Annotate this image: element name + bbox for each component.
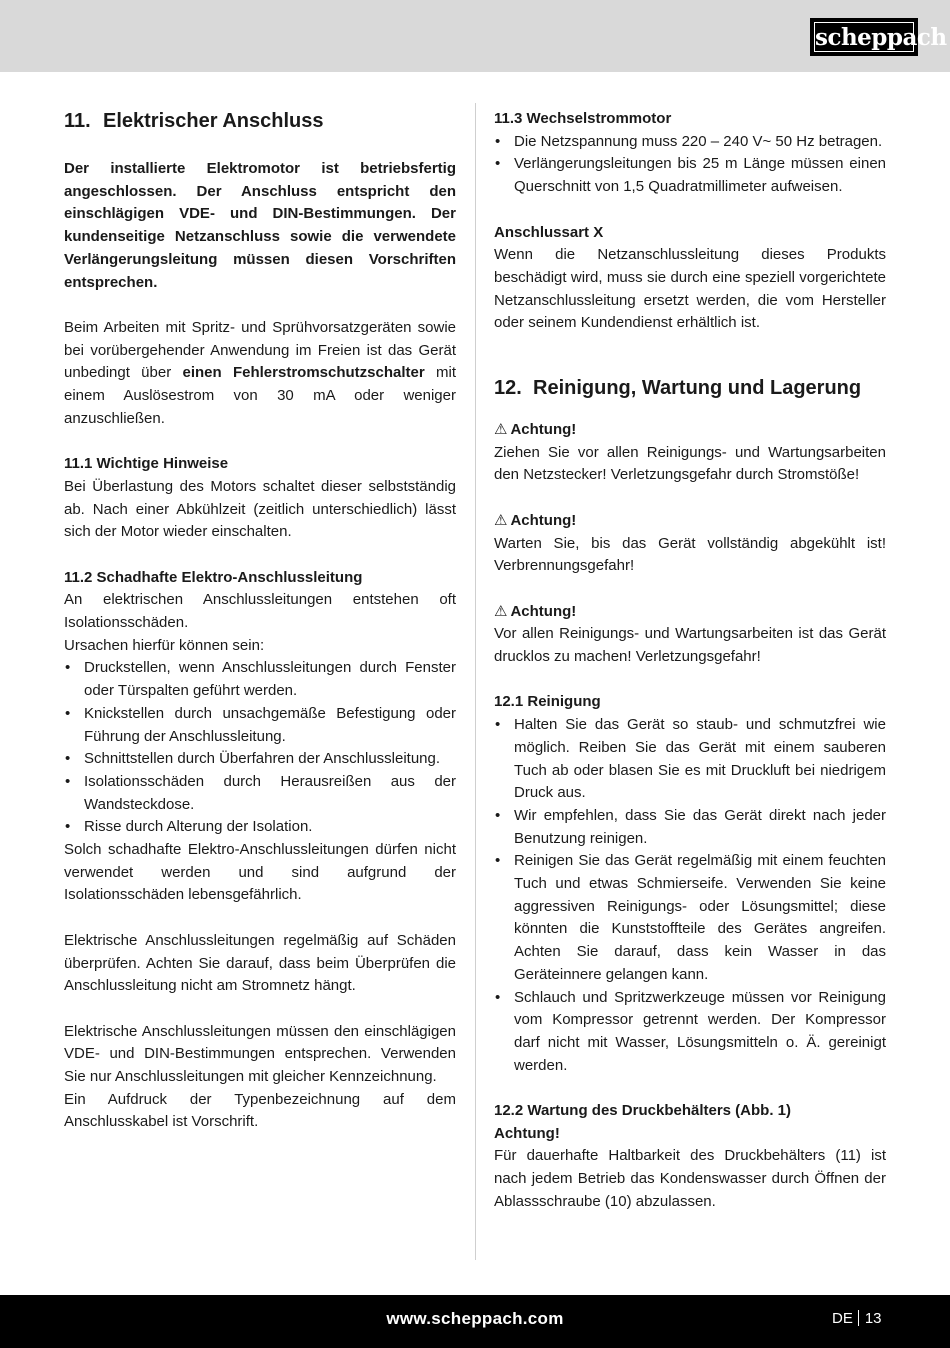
warning-triangle-icon: ⚠: [494, 421, 508, 439]
subsection-11-3-title: 11.3 Wechselstrommotor: [494, 110, 672, 127]
warning-1-text: Ziehen Sie vor allen Reinigungs- und Wartungsarbeiten den Netzstecker! Verletzungsgefahr durch Stromstöße!: [494, 443, 886, 484]
list-item: • Wir empfehlen, dass Sie das Gerät direkt nach jeder Benutzung reinigen.: [494, 805, 886, 850]
intro-paragraph: Der installierte Elektromotor ist betriebsfertig angeschlossen. Der Anschluss entspricht den einschlägigen VDE- und DIN-Bestimmungen. Der kundenseitige Netzanschluss sowie die verwendete Verlängerungsleitung müssen diesen Vorschriften entsprechen.: [64, 160, 456, 291]
right-column: [494, 108, 886, 1214]
list-item: • Schlauch und Spritzwerkzeuge müssen vor Reinigung vom Kompressor getrennt werden. Der Kompressor darf nicht mit Wasser, Lösungsmitteln o. Ä. gereinigt werden.: [494, 987, 886, 1078]
list-item: • Die Netzspannung muss 220 – 240 V~ 50 Hz betragen.: [494, 131, 886, 154]
separator: [858, 1310, 859, 1326]
list-item: • Risse durch Alterung der Isolation.: [64, 816, 456, 839]
damage-causes-list: [64, 657, 456, 839]
brand-logo-text: scheppach: [815, 24, 947, 51]
subsection-11-2-text1: An elektrischen Anschlussleitungen entstehen oft Isolationsschäden.: [64, 591, 456, 632]
list-item: • Isolationsschäden durch Herausreißen aus der Wandsteckdose.: [64, 771, 456, 816]
subsection-12-2-text: Für dauerhafte Haltbarkeit des Druckbehälters (11) ist nach jedem Betrieb das Kondenswasser durch Öffnen der Ablassschraube (10) abzulassen.: [494, 1147, 886, 1210]
subsection-11-2-title: 11.2 Schadhafte Elektro-Anschlussleitung: [64, 568, 363, 586]
subsection-11-2-text2: Ursachen hierfür können sein:: [64, 636, 265, 654]
section-11-heading: 11. Elektrischer Anschluss: [64, 110, 324, 132]
ac-motor-list: [494, 131, 886, 199]
page-number: 13: [864, 1310, 882, 1327]
warning-triangle-icon: ⚠: [494, 602, 508, 620]
list-item: • Halten Sie das Gerät so staub- und schmutzfrei wie möglich. Reiben Sie das Gerät mit einem sauberen Tuch ab oder blasen Sie es mit Druckluft bei niedrigem Druck aus.: [494, 714, 886, 805]
column-divider: [475, 103, 476, 1260]
subsection-12-1-title: 12.1 Reinigung: [494, 693, 601, 711]
header-bar: [0, 0, 950, 72]
rcd-paragraph: Beim Arbeiten mit Spritz- und Sprühvorsatzgeräten sowie bei vorübergehender Anwendung im Freien ist das Gerät unbedingt über einen Fehlerstromschutzschalter mit einem Auslösestrom von 30 mA oder weniger anzuschließen.: [64, 318, 456, 427]
connection-type-text: Wenn die Netzanschlussleitung dieses Produkts beschädigt wird, muss sie durch eine speziell vorgerichtete Netzanschlussleitung ersetzt werden, die vom Hersteller oder seinem Kundendienst erhältlich ist.: [494, 246, 886, 332]
footer-bar: [0, 1295, 950, 1348]
left-column: [64, 108, 456, 1134]
website-url: www.scheppach.com: [386, 1309, 564, 1328]
warning-triangle-icon: ⚠: [494, 511, 508, 529]
subsection-11-2-text3: Solch schadhafte Elektro-Anschlussleitungen dürfen nicht verwendet werden und sind aufgrund der Isolationsschäden lebensgefährlich.: [64, 841, 456, 904]
subsection-11-2-text5: Elektrische Anschlussleitungen müssen den einschlägigen VDE- und DIN-Bestimmungen entsprechen. Verwenden Sie nur Anschlussleitungen mit gleicher Kennzeichnung.: [64, 1022, 456, 1086]
list-item: • Knickstellen durch unsachgemäße Befestigung oder Führung der Anschlussleitung.: [64, 703, 456, 748]
subsection-11-1-title: 11.1 Wichtige Hinweise: [64, 455, 229, 473]
cleaning-list: [494, 714, 886, 1077]
subsection-11-2-text6: Ein Aufdruck der Typenbezeichnung auf dem Anschlusskabel ist Vorschrift.: [64, 1090, 456, 1131]
list-item: • Verlängerungsleitungen bis 25 m Länge müssen einen Querschnitt von 1,5 Quadratmillimeter aufweisen.: [494, 153, 886, 198]
warning-1-label: ⚠ Achtung!: [494, 419, 886, 442]
section-12-heading: 12. Reinigung, Wartung und Lagerung: [494, 377, 862, 400]
brand-logo: [810, 18, 947, 56]
warning-2-text: Warten Sie, bis das Gerät vollständig abgekühlt ist! Verbrennungsgefahr!: [494, 534, 886, 575]
subsection-12-2-title: 12.2 Wartung des Druckbehälters (Abb. 1): [494, 1102, 792, 1120]
list-item: • Druckstellen, wenn Anschlussleitungen durch Fenster oder Türspalten geführt werden.: [64, 657, 456, 702]
list-item: • Schnittstellen durch Überfahren der Anschlussleitung.: [64, 748, 456, 771]
list-item: • Reinigen Sie das Gerät regelmäßig mit einem feuchten Tuch und etwas Schmierseife. Verwenden Sie keine aggressiven Reinigungs- oder Lösungsmittel; diese könnten die Kunststoffteile des Gerätes angreifen. Achten Sie darauf, dass kein Wasser in das Geräteinnere gelangen kann.: [494, 850, 886, 986]
page-indicator: [832, 1310, 882, 1327]
connection-type-title: Anschlussart X: [494, 223, 604, 241]
subsection-11-2-text4: Elektrische Anschlussleitungen regelmäßig auf Schäden überprüfen. Achten Sie darauf, dass beim Überprüfen die Anschlussleitung nicht am Stromnetz hängt.: [64, 931, 456, 995]
subsection-11-1-text: Bei Überlastung des Motors schaltet dieser selbstständig ab. Nach einer Abkühlzeit (zeitlich unterschiedlich) lässt sich der Motor wieder einschalten.: [64, 477, 456, 541]
warning-3-label: ⚠ Achtung!: [494, 601, 886, 624]
warning-3-text: Vor allen Reinigungs- und Wartungsarbeiten ist das Gerät drucklos zu machen! Verletzungsgefahr!: [494, 625, 886, 666]
warning-2-label: ⚠ Achtung!: [494, 510, 886, 533]
subsection-12-2-subtitle: Achtung!: [494, 1124, 560, 1142]
language-code: DE: [832, 1310, 853, 1327]
